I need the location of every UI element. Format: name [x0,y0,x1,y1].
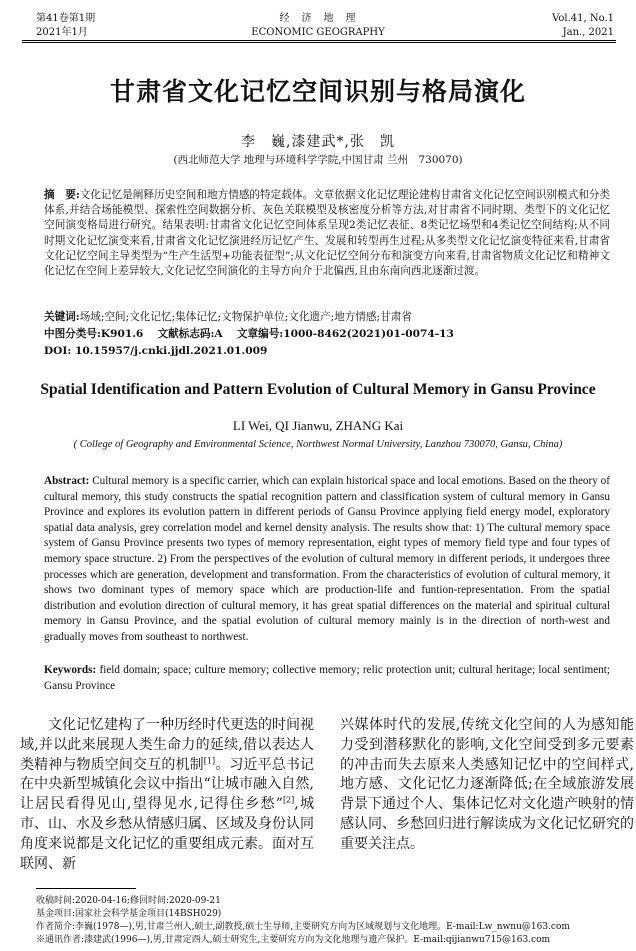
body-text: 文化记忆建构了一种历经时代更迭的时间视域,并以此来展现人类生命力的延续,借以表达人类精神与物质空间交互的机制 [20,717,314,773]
footnote-author: 作者简介:李巍(1978—),男,甘肃兰州人,硕士,副教授,硕士生导师,主要研究方向为区域规划与文化地理。E-mail:Lw_nwnu@163.com [36,922,570,932]
affiliation-cn: (西北师范大学 地理与环境科学学院,中国甘肃 兰州 730070) [173,154,463,166]
abstract-cn-text: 文化记忆是阐释历史空间和地方情感的特定载体。文章依据文化记忆理论建构甘肃省文化记忆空间识别模式和分类体系,并结合场能模型、探索性空间数据分析、灰色关联模型及核密度分析等方法,对甘肃省不同时期、类型下的文化记忆空间演变格局进行研究。结果表明:甘肃省文化记忆空间体系呈现2类记忆表征、8类记忆场型和4类记忆空间结构;从不同时期文化记忆演变来看,甘肃省文化记忆演进经历记忆产生、发展和转型再生过程;从多类型文化记忆演变特征来看,甘肃省文化记忆空间主导类型为“生产生活型+功能表征型”;从文化记忆空间分布和演变方向来看,甘肃省物质文化记忆和精神文化记忆在空间上差异较大,文化记忆空间演化的主导方向介于北偏西,且由东南向西北逐渐过渡。 [44,189,610,278]
body-text: ,城市、山、水及乡愁从情感归属、区域及身份认同角度来说都是文化记忆的重要组成元素。面对互联网、新 [20,796,315,872]
journal-name-en: ECONOMIC GEOGRAPHY [251,27,385,38]
footnote-corresponding: ※通讯作者:漆建武(1996—),男,甘肃定西人,硕士研究生,主要研究方向为文化地理与遗产保护。E-mail:qijianwu715@163.com [36,935,551,945]
authors-cn: 李 巍,漆建武*,张 凯 [241,134,395,150]
classification-line: 中图分类号:K901.6 文献标志码:A 文章编号:1000-8462(2021)01-0074-13 [44,328,454,340]
keywords-en-label: Keywords: [44,664,97,676]
abstract-cn [44,188,610,279]
abstract-en-label: Abstract: [44,475,90,487]
footnote-received: 收稿时间:2020-04-16;修回时间:2020-09-21 [36,896,221,906]
footnote-rule [36,888,136,889]
page-title: 甘肃省文化记忆空间识别与格局演化 [109,77,526,106]
footnote-fund: 基金项目:国家社会科学基金项目(14BSH029) [36,909,222,919]
header-rule-second [22,42,616,43]
keywords-en-text: field domain; space; culture memory; collective memory; relic protection unit; cultural heritage; local sentiment; Gansu Province [44,664,611,692]
doi: DOI: 10.15957/j.cnki.jjdl.2021.01.009 [44,345,268,357]
volume-issue-en: Vol.41, No.1 [552,13,614,24]
header-rule [22,40,616,41]
body-right-column: 兴媒体时代的发展,传统文化空间的人为感知能力受到潜移默化的影响,文化空间受到多元要素的冲击而失去原来人类感知记忆中的空间样式,地方感、文化记忆力逐渐降低;在全域旅游发展背景下通过个人、集体记忆对文化遗产映射的情感认同、乡愁回归进行解读成为文化记忆研究的重要关注点。 [340,717,634,852]
keywords-en [44,663,610,694]
abstract-cn-label: 摘 要: [44,189,80,201]
journal-name-cn: 经 济 地 理 [279,13,357,24]
keywords-cn-label: 关键词: [44,311,80,323]
affiliation-en: ( College of Geography and Environmental Science, Northwest Normal University, Lanzhou 730070, Gansu, China) [73,439,563,450]
abstract-en [44,474,610,646]
citation-ref: [1] [203,755,216,765]
keywords-cn [44,310,610,325]
authors-en: LI Wei, QI Jianwu, ZHANG Kai [232,418,404,433]
citation-ref: [2] [282,795,295,805]
body-left-column [20,716,314,874]
keywords-cn-text: 场域;空间;文化记忆;集体记忆;文物保护单位;文化遗产;地方情感;甘肃省 [79,311,412,323]
title-en: Spatial Identification and Pattern Evolution of Cultural Memory in Gansu Province [40,381,596,398]
body-text: 。习近平总书记在中央新型城镇化会议中指出“让城市融入自然,让居民看得见山,望得见水,记得住乡愁” [20,756,315,813]
abstract-en-text: Cultural memory is a specific carrier, which can explain historical space and local emotions. Based on the theory of cultural memory, this study constructs the spatial recognition pattern and classification system of cultural memory in Gansu Province and explores its evolution pattern in different periods of Gansu Province applying field energy model, exploratory spatial data analysis, grey correlation model and kernel density analysis. The results show that: 1) The cultural memory space system of Gansu Province presents two types of memory representation, eight types of memory field type and four types of memory space structure. 2) From the perspectives of the evolution of cultural memory in different periods, it undergoes three processes which are generation, development and transformation. From the characteristics of evolution of cultural memory, it shows two dominant types of memory space which are production-life and funtion-representation. From the spatial distribution and evolution direction of cultural memory, it has great spatial differences on the material and spiritual cultural memory in Gansu Province, and the spatial evolution of cultural memory mainly is in the direction of north-west and gradually moves from southeast to northwest. [44,475,610,643]
volume-issue: 第41卷第1期 [36,13,96,24]
publication-date: 2021年1月 [36,27,88,38]
publication-date-en: Jan., 2021 [562,27,614,38]
